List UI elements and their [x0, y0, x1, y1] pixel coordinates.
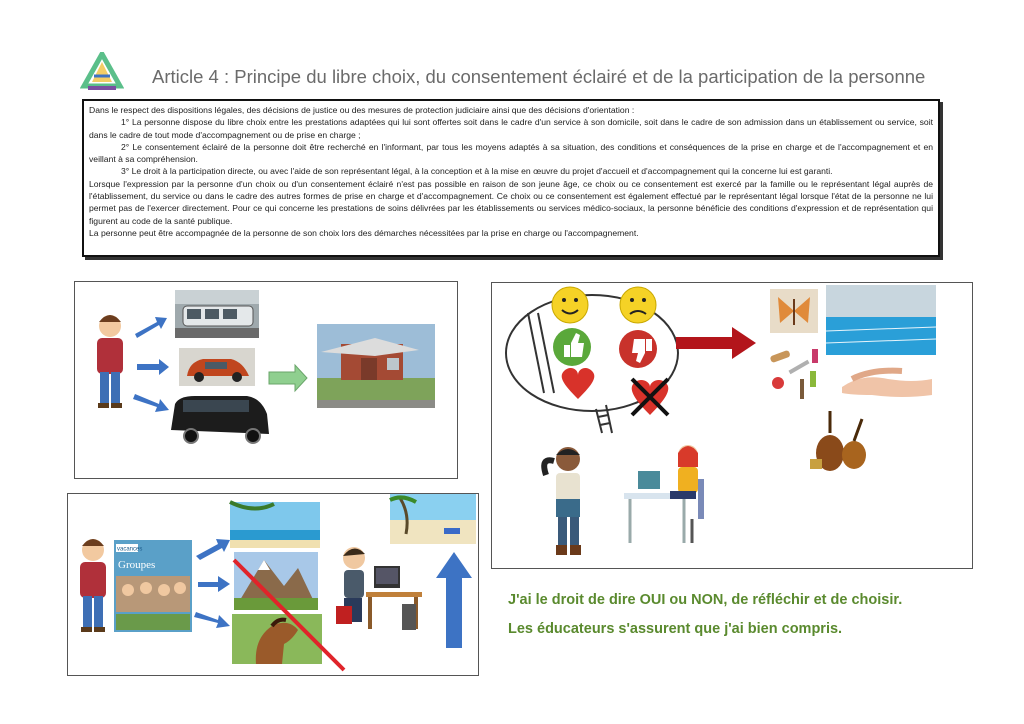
arrow-icon	[436, 552, 472, 648]
mosaic-butterfly-photo	[770, 289, 818, 333]
arrow-icon	[269, 365, 307, 391]
cooking-tools-icon	[770, 349, 818, 399]
legal-point-2: 2° Le consentement éclairé de la personne doit être recherché en l'informant, par tous les moyens adaptés à sa situation, des conditions et conséquences de la prise en charge et de l'accompagnement et en veillant à sa compréhension.	[89, 141, 933, 165]
sad-face-icon	[620, 287, 656, 323]
car-photo	[179, 348, 255, 386]
instruments-photo	[810, 411, 866, 471]
brochure-title: Groupes	[118, 559, 156, 571]
slogan-line-1: J'ai le droit de dire OUI ou NON, de réfléchir et de choisir.	[508, 592, 903, 608]
legal-text-box	[82, 99, 940, 257]
horse-photo	[232, 614, 322, 664]
transport-choice-panel	[74, 281, 458, 479]
slogan-line-2: Les éducateurs s'assurent que j'ai bien compris.	[508, 621, 843, 637]
arrow-icon	[133, 317, 169, 412]
choices-panel	[491, 282, 973, 569]
woman-at-desk-icon	[624, 445, 704, 543]
brochure-photo	[114, 540, 192, 632]
legal-point-1: 1° La personne dispose du libre choix entre les prestations adaptées qui lui sont offertes soit dans le cadre d'un service à son domicile, soit dans le cadre de son admission dans un établissement ou service, soit dans le cadre de tout mode d'accompagnement ou de prise en charge ;	[89, 117, 933, 140]
tram-photo	[175, 290, 259, 338]
hand-massage-photo	[838, 365, 936, 405]
legal-paragraph-4: Lorsque l'expression par la personne d'un choix ou d'un consentement éclairé n'est pas possible en raison de son jeune âge, ce choix ou ce consentement est exercé par la famille ou le représentant légal auprès de l'établissement, du service ou dans le cadre des autres formes de prise en charge et d'accompagnement. Ce choix ou ce consentement est également effectué par le représentant légal lorsque l'état de la personne ne lui permet pas de l'exercer directement. Pour ce qui concerne les prestations de soins délivrées par les établissements ou services médico-sociaux, la personne bénéficie des conditions d'expression et de représentation qui figurent au code de la santé publique.	[89, 178, 933, 226]
person-icon	[80, 539, 106, 632]
girl-icon	[544, 447, 581, 555]
arrow-icon	[676, 327, 756, 359]
legal-intro: Dans le respect des dispositions légales, des décisions de justice ou des mesures de protection judiciaire ainsi que des décisions d'orientation :	[89, 105, 635, 115]
page-title: Article 4 : Principe du libre choix, du consentement éclairé et de la participation de la personne	[152, 66, 926, 87]
building-photo	[317, 324, 435, 408]
heart-icon	[562, 368, 595, 399]
swimming-pool-photo	[826, 285, 936, 355]
person-icon	[97, 315, 123, 408]
holiday-choice-panel	[67, 493, 479, 676]
brochure-badge: vacances	[117, 546, 143, 553]
happy-face-icon	[552, 287, 588, 323]
thumbs-up-icon	[553, 328, 591, 366]
legal-point-3: 3° Le droit à la participation directe, ou avec l'aide de son représentant légal, à la conception et à la mise en œuvre du projet d'accueil et d'accompagnement qui la concerne lui est garanti.	[121, 166, 833, 177]
van-photo	[171, 396, 269, 443]
arrow-icon	[194, 539, 230, 628]
beach-chairs-photo	[390, 494, 476, 544]
triangle-logo-icon	[80, 52, 124, 92]
logo	[80, 52, 124, 92]
man-at-computer-icon	[336, 547, 422, 630]
legal-paragraph-5: La personne peut être accompagnée de la personne de son choix lors des démarches nécessitées par la prise en charge ou l'accompagnement.	[89, 227, 639, 238]
thumbs-down-icon	[619, 330, 657, 368]
beach-photo	[230, 502, 320, 548]
crossed-heart-icon	[632, 379, 669, 415]
